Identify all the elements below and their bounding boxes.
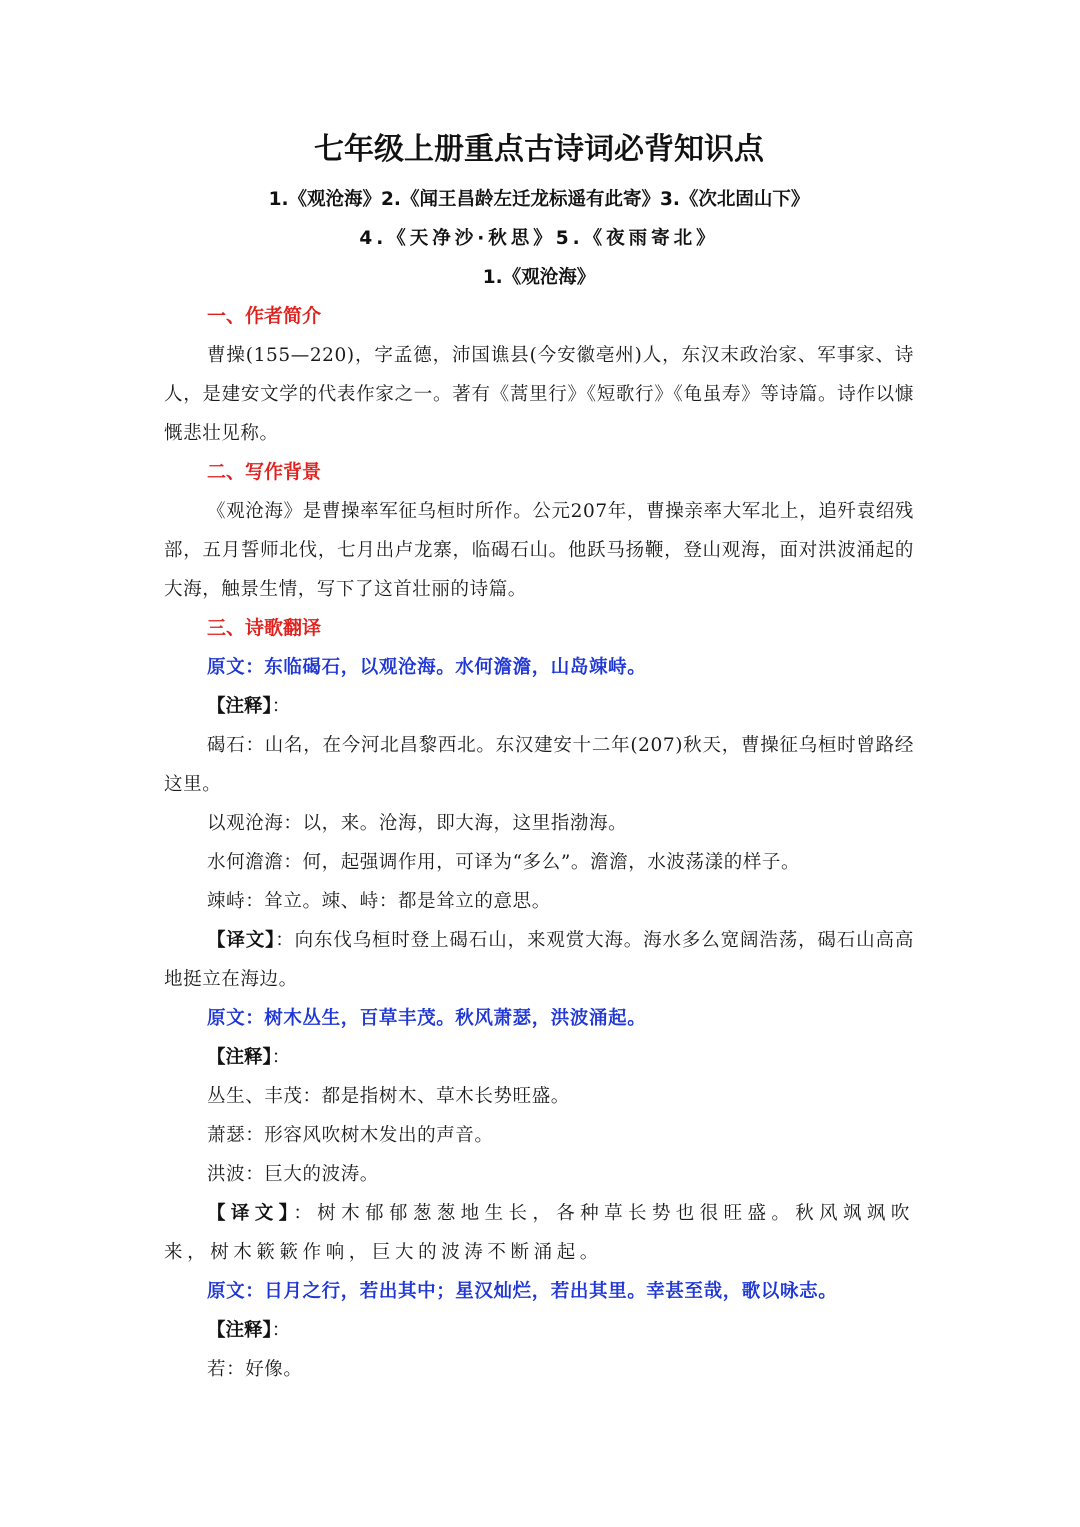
author-heading: 一、作者简介 [207,305,322,327]
background-heading: 二、写作背景 [207,461,322,483]
stanza-1-translation-text: 向东伐乌桓时登上碣石山，来观赏大海。海水多么宽阔浩荡，碣石山高高地挺立在海边。 [164,930,915,990]
notes-label: 【注释】 [207,1047,272,1068]
section-subtitle: 1.《观沧海》 [482,267,596,288]
notes-colon: ： [271,1047,291,1068]
document-title: 七年级上册重点古诗词必背知识点 [314,132,764,167]
stanza-2-notes-heading [164,1038,914,1077]
background-text: 《观沧海》是曹操率军征乌桓时所作。公元207年，曹操亲率大军北上，追歼袁绍残部，五月誓师北伐，七月出卢龙寨，临碣石山。他跃马扬鞭，登山观海，面对洪波涌起的大海，触景生情，写下了这首壮丽的诗篇。 [164,501,914,600]
stanza-3-original: 原文：日月之行，若出其中；星汉灿烂，若出其里。幸甚至哉，歌以咏志。 [207,1281,838,1302]
toc-line-1: 1.《观沧海》2.《闻王昌龄左迁龙标遥有此寄》3.《次北固山下》 [268,189,810,210]
stanza-1-notes-heading [164,687,914,726]
translation-colon: ： [293,1203,318,1224]
toc-line-2: 4.《天净沙·秋思》5.《夜雨寄北》 [359,228,719,249]
stanza-1-original: 原文：东临碣石，以观沧海。水何澹澹，山岛竦峙。 [207,657,647,678]
author-text: 曹操(155—220)，字孟德，沛国谯县(今安徽亳州)人，东汉末政治家、军事家、诗人，是建安文学的代表作家之一。著有《蒿里行》《短歌行》《龟虽寿》等诗篇。诗作以慷慨悲壮见称。 [164,345,914,444]
stanza-1-translation [164,921,914,999]
stanza-2-translation [164,1194,914,1272]
notes-label: 【注释】 [207,1320,272,1341]
translation-label: 【译文】 [207,1203,294,1224]
notes-colon: ： [271,696,291,717]
stanza-2-note-2: 萧瑟：形容风吹树木发出的声音。 [207,1125,494,1146]
notes-label: 【注释】 [207,696,272,717]
stanza-2-translation-text: 树木郁郁葱葱地生长，各种草长势也很旺盛。秋风飒飒吹来，树木簌簌作响，巨大的波涛不断涌起。 [164,1203,914,1263]
document-page [164,128,914,1389]
stanza-2-note-3: 洪波：巨大的波涛。 [207,1164,379,1185]
stanza-2-original: 原文：树木丛生，百草丰茂。秋风萧瑟，洪波涌起。 [207,1008,647,1029]
stanza-1-note-1: 碣石：山名，在今河北昌黎西北。东汉建安十二年(207)秋天，曹操征乌桓时曾路经这里。 [164,735,914,795]
stanza-1-note-2: 以观沧海：以，来。沧海，即大海，这里指渤海。 [207,813,628,834]
translation-label: 【译文】 [207,930,276,951]
translation-colon: ： [275,930,295,951]
stanza-3-note-1: 若：好像。 [207,1359,303,1380]
notes-colon: ： [271,1320,291,1341]
stanza-3-notes-heading [164,1311,914,1350]
stanza-1-note-3: 水何澹澹：何，起强调作用，可译为“多么”。澹澹，水波荡漾的样子。 [207,852,801,873]
stanza-1-note-4: 竦峙：耸立。竦、峙：都是耸立的意思。 [207,891,551,912]
translation-heading: 三、诗歌翻译 [207,617,322,639]
stanza-2-note-1: 丛生、丰茂：都是指树木、草木长势旺盛。 [207,1086,570,1107]
